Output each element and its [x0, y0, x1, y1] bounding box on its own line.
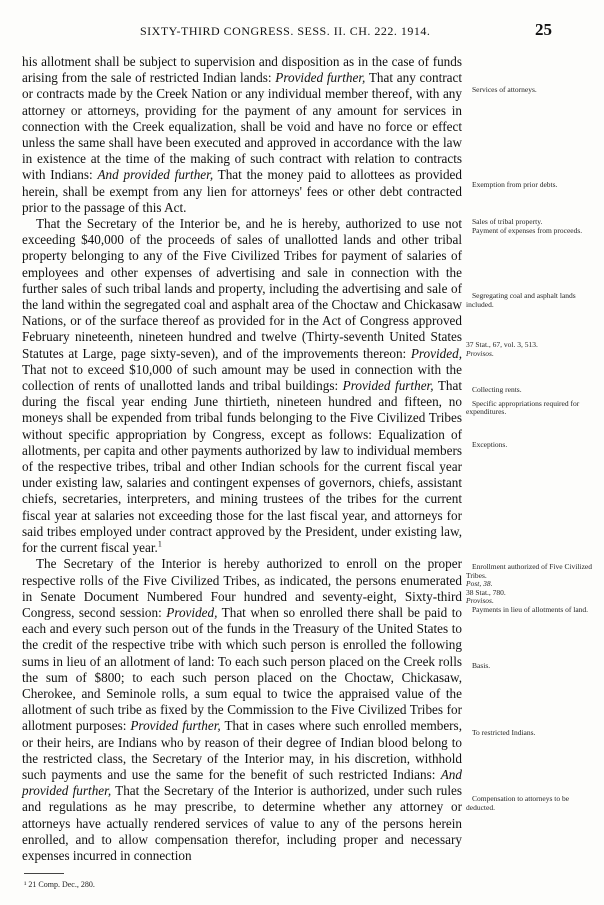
margin-note-line: Post, 38. [466, 579, 493, 589]
margin-note-compensation [466, 795, 592, 812]
margin-note-line: Payments in lieu of allotments of land. [472, 604, 589, 614]
text-run: That in cases where such enrolled members, or their heirs, are Indians who by reason of their degree of Indian blood belong to the restricted class, the Secretary of the Interior may, in his discretion, withhold such payments and use the same for the benefit of such restricted Indians: [22, 718, 462, 782]
margin-note-line: Provisos. [466, 596, 494, 606]
text-run: The Secretary of the Interior is hereby authorized to enroll on the proper respective rolls of the Five Civilized Tribes, as indicated, the persons enumerated in Senate Document Numbered Four hundred and seventy-eight, Sixty-third Congress, second session: [22, 556, 462, 620]
header-title: SIXTY-THIRD CONGRESS. SESS. II. CH. 222. 1914. [140, 24, 431, 38]
margin-note-tribal-sales [466, 218, 592, 235]
margin-note-exceptions [466, 441, 592, 450]
margin-note-rents [466, 386, 592, 417]
text-run: That the Secretary of the Interior is authorized, under such rules and regulations as he may prescribe, to determine whether any attorney or attorneys have actually rendered services of value to any of the persons herein enrolled, and to allow compensation therefor, including proper and necessary expenses incurred in connection [22, 783, 463, 863]
paragraph-creek-attorneys [22, 54, 462, 216]
margin-note-exemption [466, 181, 592, 190]
margin-note-restricted-indians [466, 729, 592, 738]
text-run: That during the fiscal year ending June thirtieth, nineteen hundred and fifteen, no moneys shall be expended from tribal funds belonging to the Five Civilized Tribes without specific appropriation by Congress, except as follows: Equalization of allotments, per capita and other payments authorized by law to individual members of the respective tribes, tribal and other Indian schools for the current fiscal year under existing law, salaries and contingent expenses of governors, chiefs, assistant chiefs, secretaries, interpreters, and mining trustees of the tribes for the current fiscal year at salaries not exceeding those for the last fiscal year, and attorneys for said tribes employed under contract approved by the President, under existing law, for the current fiscal year. [22, 378, 462, 556]
margin-note-line: Compensation to attorneys to be deducted. [466, 794, 570, 812]
margin-note-line: Collecting rents. [472, 385, 522, 394]
margin-note-statute-ref [466, 341, 592, 358]
margin-note-line: Specific appropriations required for expenditures. [466, 398, 580, 417]
margin-note-basis [466, 662, 592, 671]
proviso-italic: Provided further, [342, 378, 434, 394]
proviso-italic: And provided further, [22, 766, 462, 799]
proviso-italic: Provided further, [130, 718, 221, 734]
text-run: his allotment shall be subject to supervision and disposition as in the case of funds arising from the sale of restricted Indian lands: [22, 54, 462, 86]
margin-note-line: Sales of tribal property. [472, 217, 543, 226]
proviso-italic: Provided, [166, 604, 218, 620]
margin-note-enrollment [466, 563, 592, 615]
margin-note-line: Services of attorneys. [472, 85, 537, 94]
margin-note-line: 38 Stat., 780. [466, 587, 506, 597]
proviso-italic: Provided, [410, 345, 462, 361]
margin-note-line: Segregating coal and asphalt lands included. [466, 291, 576, 309]
margin-note-coal-asphalt [466, 292, 592, 309]
paragraph-enrollment [22, 556, 462, 864]
margin-note-line: 37 Stat., 67, vol. 3, 513. [466, 340, 538, 349]
margin-note-services-attorneys [466, 86, 592, 95]
margin-note-line: Exceptions. [472, 440, 508, 449]
text-run: That any contract or contracts made by the Creek Nation or any individual member thereof, with any attorney or attorneys, providing for the payment of any amount for services in connection with the Creek equalization, shall be void and have no force or effect unless the same shall have been executed and approved in accordance with the law in existence at the time of the making of such contract with relation to contracts with Indians: [22, 70, 462, 183]
footnote-marker: 1 [157, 539, 162, 549]
margin-note-line: Enrollment authorized of Five Civilized Tribes. [466, 562, 592, 580]
footnote: ¹ 21 Comp. Dec., 280. [24, 880, 95, 889]
margin-note-line: Provisos. [466, 348, 494, 358]
page-number: 25 [535, 20, 552, 39]
text-run: That the Secretary of the Interior be, and he is hereby, authorized to use not exceeding $40,000 of the proceeds of sales of unallotted lands and other tribal property belonging to any of the Five Civilized Tribes for payment of salaries of employees and other expenses of advertising and sale in connection with the further sales of such tribal lands and property, including the advertising and sale of the land within the segregated coal and asphalt area of the Choctaw and Chickasaw Nations, or of the surface thereof as provided for in the Act of Congress approved February nineteenth, nineteen hundred and twelve (Thirty-seventh United States Statutes at Large, page sixty-seven), and of the improvements thereon: [22, 216, 462, 361]
margin-notes [466, 0, 592, 905]
text-run: That not to exceed $10,000 of such amount may be used in connection with the collection of rents of unallotted lands and tribal buildings: [22, 361, 462, 394]
text-run: That when so enrolled there shall be paid to each and every such person out of the funds in the Treasury of the United States to the credit of the respective tribe with which such person is enrolled the following sums in lieu of an allotment of land: To each such person placed on the Creek rolls the sum of $800; to each such person placed on the Choctaw, Chickasaw, Cherokee, and Seminole rolls, a sum equal to twice the appraised value of the allotment of such tribe as fixed by the Commission to the Five Civilized Tribes for allotment purposes: [22, 604, 462, 734]
text-run: That the money paid to allottees as provided herein, shall be exempt from any lien for attorneys' fees or other debt contracted prior to the passage of this Act. [22, 167, 462, 215]
footnote-divider [24, 873, 64, 874]
margin-note-line: To restricted Indians. [472, 728, 536, 737]
proviso-italic: And provided further, [97, 167, 214, 183]
proviso-italic: Provided further, [275, 70, 366, 86]
paragraph-tribal-property-sales [22, 216, 462, 556]
margin-note-line: Exemption from prior debts. [472, 180, 558, 189]
margin-note-line: Payment of expenses from proceeds. [472, 225, 583, 235]
statute-body-text [22, 54, 462, 864]
margin-note-line: Basis. [472, 661, 491, 670]
